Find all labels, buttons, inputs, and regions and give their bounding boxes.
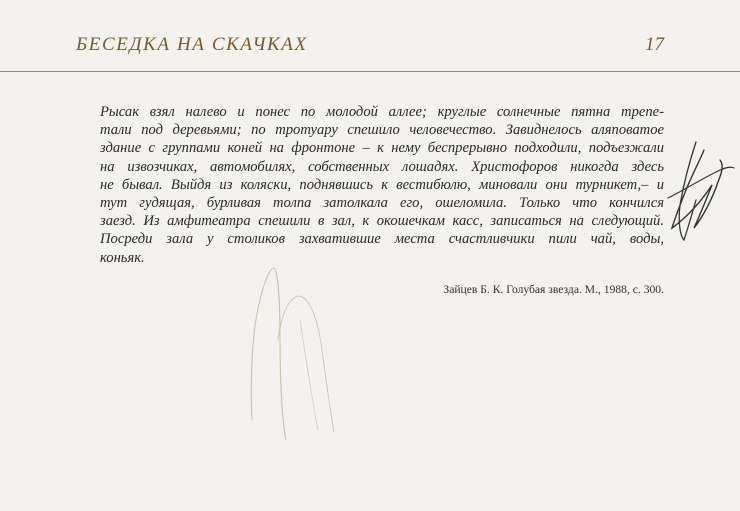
- text-line: здание с группами коней на фронтоне – к нему беспрерывно подходили, подъезжали: [100, 140, 664, 157]
- signature-stroke: [672, 150, 722, 228]
- header-rule: [0, 71, 740, 72]
- signature-stroke: [668, 167, 734, 198]
- text-line: тут гудящая, бурливая толпа затолкала его, ошеломила. Только что кончился: [100, 195, 664, 212]
- text-line: на извозчиках, автомобилях, собственных лошадях. Христофоров никогда здесь: [100, 158, 664, 175]
- running-title: БЕСЕДКА НА СКАЧКАХ: [76, 34, 308, 55]
- text-line: тали под деревьями; по тротуару спешило человечество. Завиднелось аляповатое: [100, 122, 664, 139]
- text-line: Посреди зала у столиков захватившие места счастливчики пили чай, воды,: [100, 231, 664, 248]
- source-citation: Зайцев Б. К. Голубая звезда. М., 1988, с. 300.: [443, 283, 664, 296]
- text-line: Рысак взял налево и понес по молодой аллее; круглые солнечные пятна трепе-: [100, 104, 664, 120]
- text-line: коньяк.: [100, 249, 145, 266]
- page-number: 17: [645, 34, 664, 55]
- signature-stroke: [679, 142, 696, 240]
- pencil-stroke: [251, 268, 286, 440]
- text-line: заезд. Из амфитеатра спешили в зал, к окошечкам касс, записаться на следующий.: [100, 213, 664, 230]
- text-line: не бывал. Выйдя из коляски, поднявшись к вестибюлю, миновали они турникет,– и: [100, 176, 664, 193]
- quote-paragraph: [100, 103, 664, 267]
- pencil-stroke: [300, 320, 318, 430]
- pencil-stroke: [278, 296, 334, 432]
